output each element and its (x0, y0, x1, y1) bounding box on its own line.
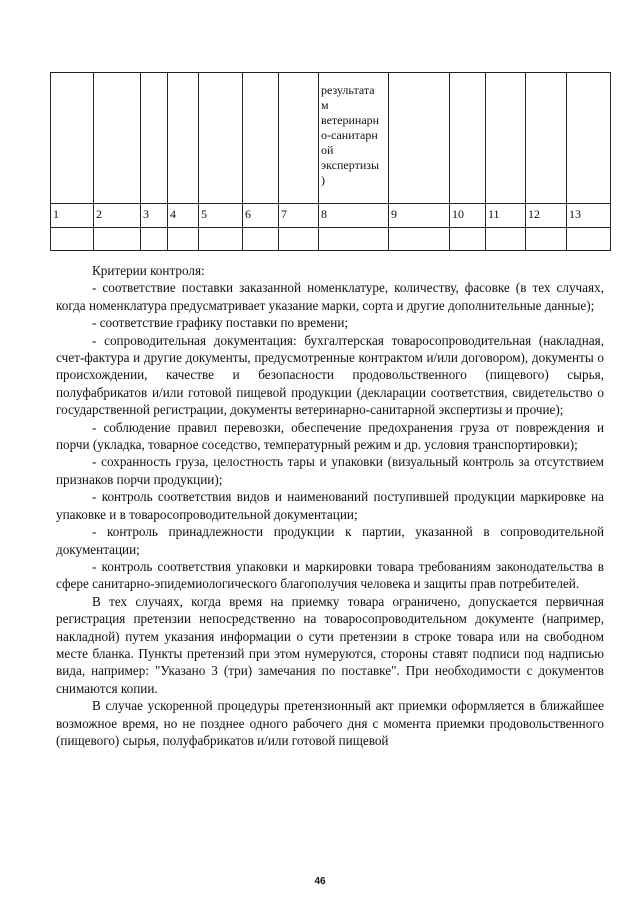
table-cell (243, 228, 279, 251)
criteria-item: - сопроводительная документация: бухгалтерская товаросопроводительная (накладная, счет-фактура и другие документы, предусмотренные контрактом и/или договором), документы о происхождении, качестве и безопасности продовольственного (пищевого) сырья, полуфабрикатов и/или готовой пищевой продукции (декларации соответствия, свидетельство о государственной регистрации, документы ветеринарно-санитарной экспертизы и прочие); (56, 332, 604, 418)
column-number: 10 (450, 204, 486, 228)
table-cell (168, 73, 199, 204)
table-row-header-continuation (51, 73, 611, 204)
table-row-column-numbers (51, 204, 611, 228)
table-cell (319, 228, 389, 251)
page-number: 46 (314, 876, 326, 887)
table-row-empty (51, 228, 611, 251)
paragraph: В случае ускоренной процедуры претензионный акт приемки оформляется в ближайшее возможное время, но не позднее одного рабочего дня с момента приемки продовольственного (пищевого) сырья, полуфабрикатов и/или готовой пищевой (56, 698, 604, 748)
data-table (50, 72, 611, 251)
table-cell (243, 73, 279, 204)
table-cell (51, 228, 94, 251)
table-cell-expertise-text: результата м ветеринарн о-санитарн ой экспертизы ) (319, 73, 389, 204)
table-cell (389, 228, 450, 251)
column-number: 1 (51, 204, 94, 228)
column-number: 9 (389, 204, 450, 228)
column-number: 11 (486, 204, 526, 228)
table-cell (526, 228, 567, 251)
table-cell (199, 228, 243, 251)
table-cell (279, 228, 319, 251)
table-cell (486, 228, 526, 251)
table-cell (141, 73, 168, 204)
criteria-item: - сохранность груза, целостность тары и упаковки (визуальный контроль за отсутствием признаков порчи продукции); (56, 454, 604, 487)
column-number: 4 (168, 204, 199, 228)
table-cell (450, 228, 486, 251)
column-number: 12 (526, 204, 567, 228)
table-cell (450, 73, 486, 204)
criteria-item: - соответствие графику поставки по времени; (92, 315, 349, 331)
table-cell (199, 73, 243, 204)
table-cell (141, 228, 168, 251)
table-cell (567, 228, 611, 251)
body-text (56, 262, 604, 749)
criteria-item: - контроль соответствия упаковки и маркировки товара требованиям законодательства в сфере санитарно-эпидемиологического благополучия человека и защиты прав потребителей. (56, 558, 604, 592)
table-cell (389, 73, 450, 204)
criteria-item: - соответствие поставки заказанной номенклатуре, количеству, фасовке (в тех случаях, когда номенклатура предусматривает указание марки, сорта и другие дополнительные данные); (56, 280, 604, 313)
column-number: 5 (199, 204, 243, 228)
table-cell (486, 73, 526, 204)
table-cell (279, 73, 319, 204)
table-cell (567, 73, 611, 204)
column-number: 13 (567, 204, 611, 228)
column-number: 2 (94, 204, 141, 228)
table-cell (94, 73, 141, 204)
criteria-item: - соблюдение правил перевозки, обеспечение предохранения груза от повреждения и порчи (укладка, товарное соседство, температурный режим и др. условия транспортировки); (56, 419, 604, 453)
table-cell (94, 228, 141, 251)
criteria-item: - контроль соответствия видов и наименований поступившей продукции маркировке на упаковке и в товаросопроводительной документации; (56, 489, 604, 522)
paragraph: В тех случаях, когда время на приемку товара ограничено, допускается первичная регистрация претензии непосредственно на товаросопроводительном документе (например, накладной) путем указания информации о сути претензии в строке товара или на свободном месте бланка. Пункты претензий при этом нумеруются, стороны ставят подписи под надписью вида, например: "Указано 3 (три) замечания по поставке". При необходимости с документов снимаются копии. (56, 593, 604, 696)
criteria-item: - контроль принадлежности продукции к партии, указанной в сопроводительной документации; (56, 524, 604, 557)
column-number: 7 (279, 204, 319, 228)
table-cell (168, 228, 199, 251)
table-cell (526, 73, 567, 204)
table-cell (51, 73, 94, 204)
column-number: 8 (319, 204, 389, 228)
column-number: 3 (141, 204, 168, 228)
column-number: 6 (243, 204, 279, 228)
criteria-heading: Критерии контроля: (92, 263, 205, 278)
